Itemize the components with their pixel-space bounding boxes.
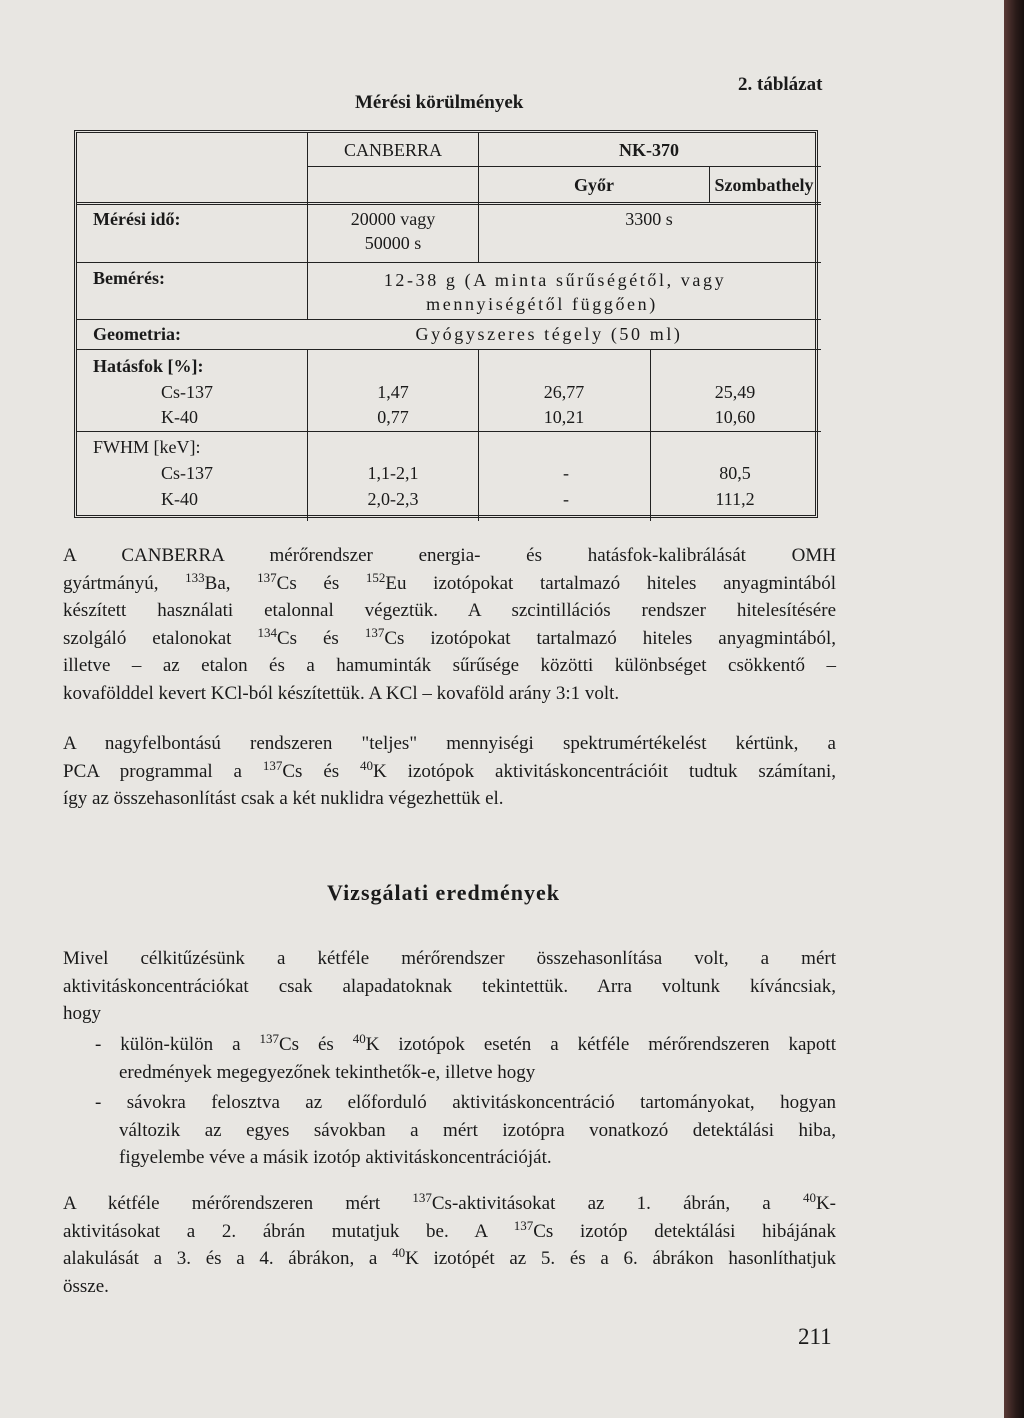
header-nk370: NK-370 xyxy=(619,140,679,160)
table-cell: 1,47 xyxy=(377,382,409,402)
header-canberra: CANBERRA xyxy=(343,140,443,160)
text-line: gyártmányú, $^{133}$Ba, $^{137}$Cs és $^{152}$Eu izotópokat tartalmazó hiteles anyagmintából xyxy=(63,569,836,594)
table-cell: 10,60 xyxy=(714,407,756,427)
table-rule xyxy=(478,133,479,262)
header-gyor: Győr xyxy=(574,175,614,195)
row-label-k40: K-40 xyxy=(161,407,198,427)
page-number: 211 xyxy=(798,1324,832,1349)
table-rule xyxy=(478,349,479,521)
table-cell: 25,49 xyxy=(714,382,756,402)
measurement-conditions-table xyxy=(74,130,818,518)
text-line: A nagyfelbontású rendszeren "teljes" mennyiségi spektrumértékelést kértünk, a xyxy=(63,733,836,754)
text-line: figyelembe véve a másik izotóp aktivitáskoncentrációját. xyxy=(119,1147,552,1168)
row-label-k40: K-40 xyxy=(161,489,198,509)
table-rule xyxy=(709,166,710,202)
text-line: illetve – az etalon és a hamuminták sűrűsége közötti különbséget csökkentő – xyxy=(63,655,836,676)
bullet-item-1 xyxy=(95,1031,836,1086)
paragraph-pca xyxy=(63,730,836,813)
cell-weighing-value: mennyiségétől függően) xyxy=(426,294,658,314)
text-line: eredmények megegyezőnek tekinthetők-e, illetve hogy xyxy=(119,1061,536,1083)
text-line: alakulását a 3. és a 4. ábrákon, a $^{40}$K izotópét az 5. és a 6. ábrákon hasonlíthatjuk xyxy=(63,1245,836,1269)
text-line: aktivitáskoncentrációkat csak alapadatoknak tekintettük. Arra voltunk kíváncsiak, xyxy=(63,975,836,997)
row-label-cs137: Cs-137 xyxy=(161,382,214,402)
row-label-fwhm: FWHM [keV]: xyxy=(93,437,201,457)
cell-measuring-time-canberra: 50000 s xyxy=(364,233,422,253)
table-rule xyxy=(307,133,308,319)
table-cell: 1,1-2,1 xyxy=(367,463,419,483)
book-spine xyxy=(1004,0,1024,1418)
table-cell: - xyxy=(563,489,569,509)
text-line: kovafölddel kevert KCl-ból készítettük. A KCl – kovaföld arány 3:1 volt. xyxy=(63,682,620,704)
table-rule xyxy=(77,349,821,350)
text-line: - külön-külön a $^{137}$Cs és $^{40}$K izotópok esetén a kétféle mérőrendszeren kapott xyxy=(95,1031,836,1055)
table-rule xyxy=(650,349,651,521)
text-line: A CANBERRA mérőrendszer energia- és hatásfok-kalibrálását OMH xyxy=(63,545,836,566)
table-cell: 80,5 xyxy=(719,463,751,483)
text-line: így az összehasonlítást csak a két nuklidra végezhettük el. xyxy=(63,788,504,809)
table-number: 2. táblázat xyxy=(738,74,823,95)
cell-measuring-time-canberra: 20000 vagy xyxy=(350,209,436,229)
table-cell: 111,2 xyxy=(715,489,755,509)
paragraph-calibration xyxy=(63,542,836,707)
table-rule xyxy=(77,262,821,263)
section-heading: Vizsgálati eredmények xyxy=(327,880,561,905)
table-cell: 2,0-2,3 xyxy=(367,489,419,509)
table-rule xyxy=(77,431,821,432)
text-line: össze. xyxy=(63,1275,109,1297)
cell-measuring-time-nk370: 3300 s xyxy=(625,209,673,229)
text-line: aktivitásokat a 2. ábrán mutatjuk be. A $^{137}$Cs izotóp detektálási hibájának xyxy=(63,1217,836,1242)
table-cell: - xyxy=(563,463,569,483)
bullet-item-2 xyxy=(95,1089,836,1172)
text-line: Mivel célkitűzésünk a kétféle mérőrendszer összehasonlítása volt, a mért xyxy=(63,948,836,969)
row-label-geometry: Geometria: xyxy=(93,324,181,344)
table-cell: 0,77 xyxy=(377,407,409,427)
cell-weighing-value: 12-38 g (A minta sűrűségétől, vagy xyxy=(383,270,727,290)
table-cell: 10,21 xyxy=(543,407,585,427)
row-label-measuring-time: Mérési idő: xyxy=(93,209,181,229)
text-line: hogy xyxy=(63,1003,101,1024)
text-line: szolgáló etalonokat $^{134}$Cs és $^{137}$Cs izotópokat tartalmazó hiteles anyagmintából, xyxy=(63,624,836,649)
table-rule xyxy=(77,202,821,205)
text-line: PCA programmal a $^{137}$Cs és $^{40}$K izotópok aktivitáskoncentrációit tudtuk számítani, xyxy=(63,757,836,782)
row-label-weighing: Bemérés: xyxy=(93,268,165,288)
text-line: készített használati etalonnal végeztük. A szcintillációs rendszer hitelesítésére xyxy=(63,600,836,621)
text-line: változik az egyes sávokban a mért izotópra vonatkozó detektálási hiba, xyxy=(119,1119,836,1141)
table-title: Mérési körülmények xyxy=(355,92,524,113)
table-cell: 26,77 xyxy=(543,382,585,402)
table-rule xyxy=(307,166,821,167)
table-rule xyxy=(307,349,308,521)
table-rule xyxy=(77,319,821,320)
text-line: A kétféle mérőrendszeren mért $^{137}$Cs-aktivitásokat az 1. ábrán, a $^{40}$K- xyxy=(63,1190,836,1214)
text-line: - sávokra felosztva az előforduló aktivitáskoncentráció tartományokat, hogyan xyxy=(95,1092,836,1113)
paragraph-aims xyxy=(63,945,836,1028)
header-szombathely: Szombathely xyxy=(714,175,814,195)
row-label-cs137: Cs-137 xyxy=(161,463,214,483)
cell-geometry-value: Gyógyszeres tégely (50 ml) xyxy=(415,324,683,344)
row-label-efficiency: Hatásfok [%]: xyxy=(93,356,204,376)
paragraph-figures xyxy=(63,1190,836,1300)
